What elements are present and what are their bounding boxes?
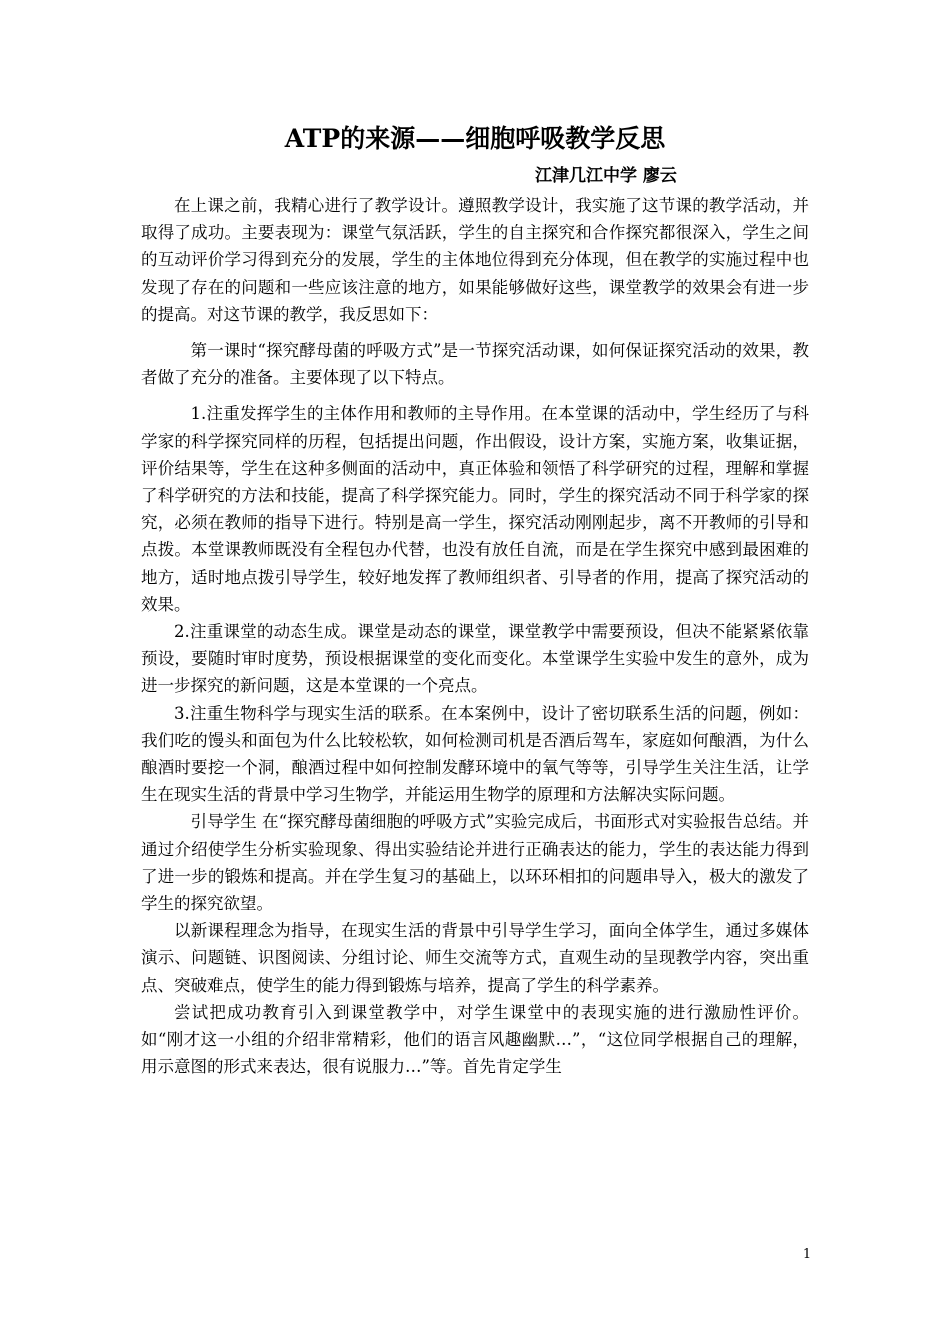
page-number: 1 <box>802 1247 812 1262</box>
body-text <box>141 192 809 1081</box>
paragraph-intro: 在上课之前，我精心进行了教学设计。遵照教学设计，我实施了这节课的教学活动，并取得了成功。主要表现为：课堂气氛活跃，学生的自主探究和合作探究都很深入，学生之间的互动评价学习得到充分的发展，学生的主体地位得到充分体现，但在教学的实施过程中也发现了存在的问题和一些应该注意的地方，如果能够做好这些，课堂教学的效果会有进一步的提高。对这节课的教学，我反思如下： <box>141 196 809 324</box>
paragraph-guide-students: 引导学生 在“探究酵母菌细胞的呼吸方式”实验完成后，书面形式对实验报告总结。并通过介绍使学生分析实验现象、得出实验结论并进行正确表达的能力，学生的表达能力得到了进一步的锻炼和提高。并在学生复习的基础上，以环环相扣的问题串导入，极大的激发了学生的探究欲望。 <box>141 812 809 914</box>
author-line: 江津几江中学 廖云 <box>535 166 677 186</box>
paragraph-point-1: 1.注重发挥学生的主体作用和教师的主导作用。在本堂课的活动中，学生经历了与科学家的科学探究同样的历程，包括提出问题，作出假设，设计方案，实施方案，收集证据，评价结果等，学生在这种多侧面的活动中，真正体验和领悟了科学研究的过程，理解和掌握了科学研究的方法和技能，提高了科学探究能力。同时，学生的探究活动不同于科学家的探究，必须在教师的指导下进行。特别是高一学生，探究活动刚刚起步，离不开教师的引导和点拨。本堂课教师既没有全程包办代替，也没有放任自流，而是在学生探究中感到最困难的地方，适时地点拨引导学生，较好地发挥了教师组织者、引导者的作用，提高了探究活动的效果。 <box>141 404 809 614</box>
paragraph-success-education: 尝试把成功教育引入到课堂教学中，对学生课堂中的表现实施的进行激励性评价。如“刚才这一小组的介绍非常精彩，他们的语言风趣幽默…”，“这位同学根据自己的理解，用示意图的形式来表达，很有说服力…”等。首先肯定学生 <box>141 1002 809 1077</box>
paragraph-point-2: 2.注重课堂的动态生成。课堂是动态的课堂，课堂教学中需要预设，但决不能紧紧依靠预设，要随时审时度势，预设根据课堂的变化而变化。本堂课学生实验中发生的意外，成为进一步探究的新问题，这是本堂课的一个亮点。 <box>141 622 809 696</box>
paragraph-new-curriculum: 以新课程理念为指导，在现实生活的背景中引导学生学习，面向全体学生，通过多媒体演示、问题链、识图阅读、分组讨论、师生交流等方式，直观生动的呈现教学内容，突出重点、突破难点，使学生的能力得到锻炼与培养，提高了学生的科学素养。 <box>141 921 809 995</box>
paragraph-first-lesson: 第一课时“探究酵母菌的呼吸方式”是一节探究活动课，如何保证探究活动的效果，教者做了充分的准备。主要体现了以下特点。 <box>141 341 809 388</box>
document-title: ATP的来源——细胞呼吸教学反思 <box>284 124 666 153</box>
paragraph-point-3: 3.注重生物科学与现实生活的联系。在本案例中，设计了密切联系生活的问题，例如：我们吃的馒头和面包为什么比较松软，如何检测司机是否酒后驾车，家庭如何酿酒，为什么酿酒时要挖一个洞，酿酒过程中如何控制发酵环境中的氧气等等，引导学生关注生活，让学生在现实生活的背景中学习生物学，并能运用生物学的原理和方法解决实际问题。 <box>141 703 809 805</box>
